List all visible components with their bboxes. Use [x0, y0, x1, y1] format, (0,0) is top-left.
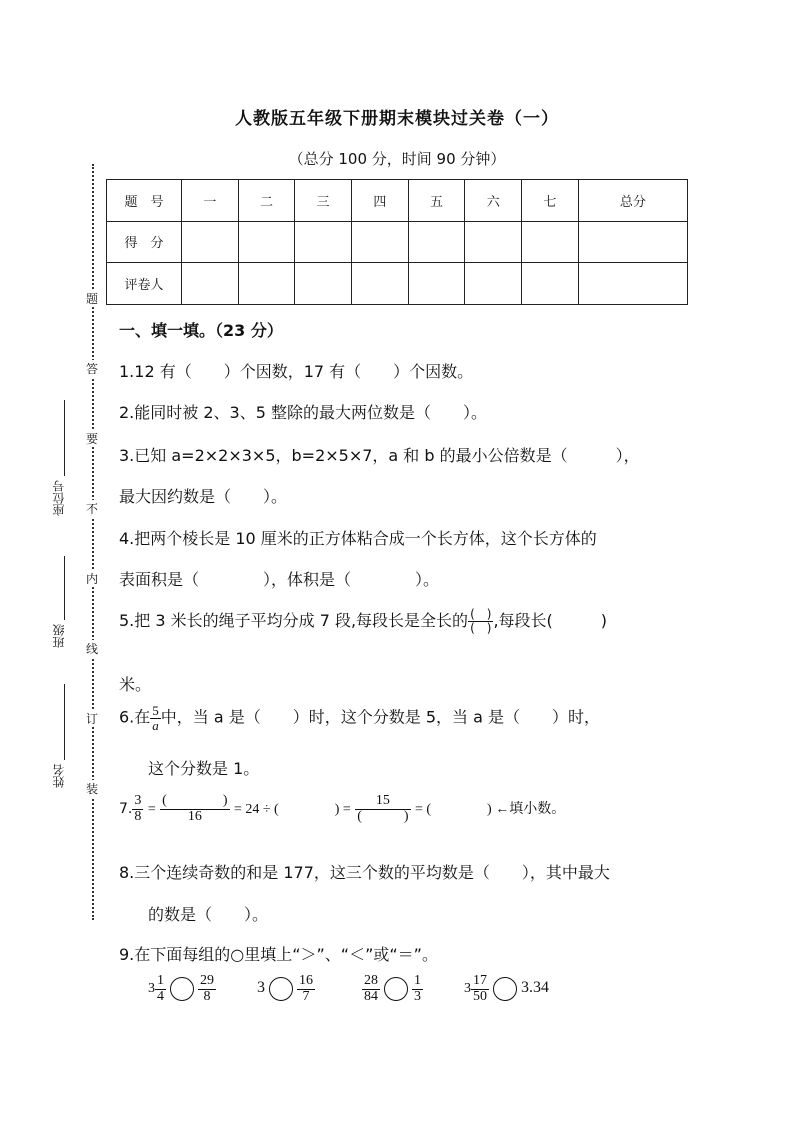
decimal-number: 3.34 [521, 979, 549, 997]
compare-circle[interactable] [170, 977, 194, 1001]
question-3-line2: 最大因约数是（ ）。 [119, 487, 288, 506]
comparison-item [464, 973, 549, 1004]
fraction[interactable] [160, 794, 229, 824]
class-label: 班级 [52, 624, 66, 648]
fraction [132, 794, 143, 824]
binding-char: 答 [85, 362, 98, 376]
grader-cell[interactable] [522, 263, 579, 305]
seat-number-label: 座位号 [52, 480, 66, 516]
fraction-denominator: 50 [473, 988, 487, 1004]
binding-char: 题 [85, 292, 98, 306]
score-cell[interactable] [295, 221, 352, 263]
question-9-items [148, 974, 549, 1004]
fraction-numerator: 15 [355, 794, 410, 810]
question-7-text: = 24 ÷ ( ) = [233, 802, 351, 818]
fraction-numerator: 5 [152, 703, 159, 718]
score-cell[interactable] [522, 221, 579, 263]
table-row-score [107, 221, 688, 263]
question-7 [119, 794, 565, 824]
question-6-text: 6.在 [119, 707, 151, 727]
table-header-cell: 三 [295, 180, 352, 222]
compare-circle[interactable] [384, 977, 408, 1001]
binding-char: 内 [85, 572, 98, 586]
table-row-grader [107, 263, 688, 305]
grader-cell[interactable] [352, 263, 409, 305]
question-1: 1.12 有（ ）个因数，17 有（ ）个因数。 [119, 362, 474, 381]
question-6-text: 中，当 a 是（ ）时，这个分数是 5，当 a 是（ ）时， [160, 707, 601, 727]
binding-char: 线 [85, 642, 98, 656]
grader-cell[interactable] [238, 263, 295, 305]
fraction [155, 974, 166, 1004]
table-row-label: 评卷人 [107, 263, 182, 305]
fraction [471, 974, 489, 1004]
question-2: 2.能同时被 2、3、5 整除的最大两位数是（ ）。 [119, 403, 487, 422]
compare-circle[interactable] [493, 977, 517, 1001]
fraction [412, 974, 423, 1004]
fraction-numerator: 1 [157, 973, 164, 988]
table-header-cell: 总分 [578, 180, 687, 222]
question-6-line2: 这个分数是 1。 [148, 759, 260, 778]
fraction-denominator: 8 [134, 808, 142, 824]
table-header-cell: 四 [352, 180, 409, 222]
table-header-cell: 题 号 [107, 180, 182, 222]
binding-dotted-line [92, 164, 94, 920]
fraction-denominator: 3 [414, 988, 421, 1004]
binding-char: 不 [85, 502, 98, 516]
page-title: 人教版五年级下册期末模块过关卷（一） [235, 109, 559, 129]
question-8-line2: 的数是（ ）。 [148, 905, 269, 924]
fraction-numerator: 29 [200, 973, 214, 988]
grader-cell[interactable] [408, 263, 465, 305]
table-header-cell: 七 [522, 180, 579, 222]
fraction-numerator: 16 [299, 973, 313, 988]
table-header-cell: 二 [238, 180, 295, 222]
name-blank[interactable] [64, 684, 65, 760]
question-4-line1: 4.把两个棱长是 10 厘米的正方体粘合成一个长方体，这个长方体的 [119, 529, 597, 548]
fraction-denominator: ( ) [357, 808, 409, 824]
grader-cell[interactable] [465, 263, 522, 305]
fraction-numerator: ( ) [470, 607, 492, 622]
fraction-denominator: 84 [364, 988, 378, 1004]
fraction [362, 974, 380, 1004]
binding-char: 装 [85, 782, 98, 796]
table-header-cell: 一 [182, 180, 239, 222]
question-5-line1 [119, 608, 607, 635]
grader-cell[interactable] [578, 263, 687, 305]
question-7-text: = ( ) ←填小数。 [415, 802, 566, 818]
fraction-numerator: 17 [473, 973, 487, 988]
fraction-numerator: ( ) [162, 793, 228, 808]
question-5-text: 5.把 3 米长的绳子平均分成 7 段,每段长是全长的 [119, 611, 469, 630]
table-header-cell: 六 [465, 180, 522, 222]
question-4-line2: 表面积是（ ），体积是（ ）。 [119, 570, 440, 589]
score-cell[interactable] [465, 221, 522, 263]
question-9: 9.在下面每组的○里填上“＞”、“＜”或“＝”。 [119, 945, 438, 964]
fraction [150, 704, 161, 732]
class-blank[interactable] [64, 556, 65, 620]
equals-sign: = [147, 802, 156, 818]
fraction-denominator: 16 [187, 808, 202, 824]
comparison-item [257, 973, 319, 1004]
score-cell[interactable] [352, 221, 409, 263]
question-7-text: 7. [119, 801, 133, 818]
binding-char: 订 [85, 712, 98, 726]
fraction-denominator: a [152, 717, 159, 733]
comparison-item [362, 973, 427, 1004]
fraction[interactable] [355, 794, 410, 824]
mixed-whole: 3 [464, 981, 471, 997]
whole-number: 3 [257, 979, 265, 997]
fraction [297, 974, 315, 1004]
blank-fraction[interactable] [468, 608, 493, 634]
fraction-denominator: ( ) [470, 621, 492, 635]
question-5-line2: 米。 [119, 675, 152, 694]
table-header-cell: 五 [408, 180, 465, 222]
grader-cell[interactable] [182, 263, 239, 305]
fraction-numerator: 3 [134, 793, 142, 808]
grader-cell[interactable] [295, 263, 352, 305]
name-label: 姓名 [52, 764, 66, 788]
score-cell[interactable] [238, 221, 295, 263]
mixed-whole: 3 [148, 981, 155, 997]
binding-char: 要 [85, 432, 98, 446]
question-8-line1: 8.三个连续奇数的和是 177，这三个数的平均数是（ ），其中最大 [119, 863, 610, 882]
fraction [198, 974, 216, 1004]
table-row-label: 得 分 [107, 221, 182, 263]
score-cell[interactable] [182, 221, 239, 263]
table-header-row [107, 180, 688, 222]
question-3-line1: 3.已知 a=2×2×3×5，b=2×5×7，a 和 b 的最小公倍数是（ ）， [119, 446, 640, 465]
score-table [106, 179, 688, 305]
comparison-item [148, 973, 220, 1004]
fraction-denominator: 8 [203, 988, 211, 1004]
score-cell[interactable] [578, 221, 687, 263]
fraction-denominator: 4 [157, 988, 164, 1004]
page-subtitle: （总分 100 分，时间 90 分钟） [288, 150, 506, 168]
fraction-denominator: 7 [302, 988, 310, 1004]
seat-number-blank[interactable] [64, 400, 65, 476]
fraction-numerator: 1 [414, 973, 421, 988]
fraction-numerator: 28 [364, 973, 378, 988]
section-heading: 一、填一填。（23 分） [119, 321, 283, 340]
question-5-text: ,每段长( ) [493, 611, 608, 630]
question-6-line1 [119, 704, 600, 732]
score-cell[interactable] [408, 221, 465, 263]
compare-circle[interactable] [269, 977, 293, 1001]
